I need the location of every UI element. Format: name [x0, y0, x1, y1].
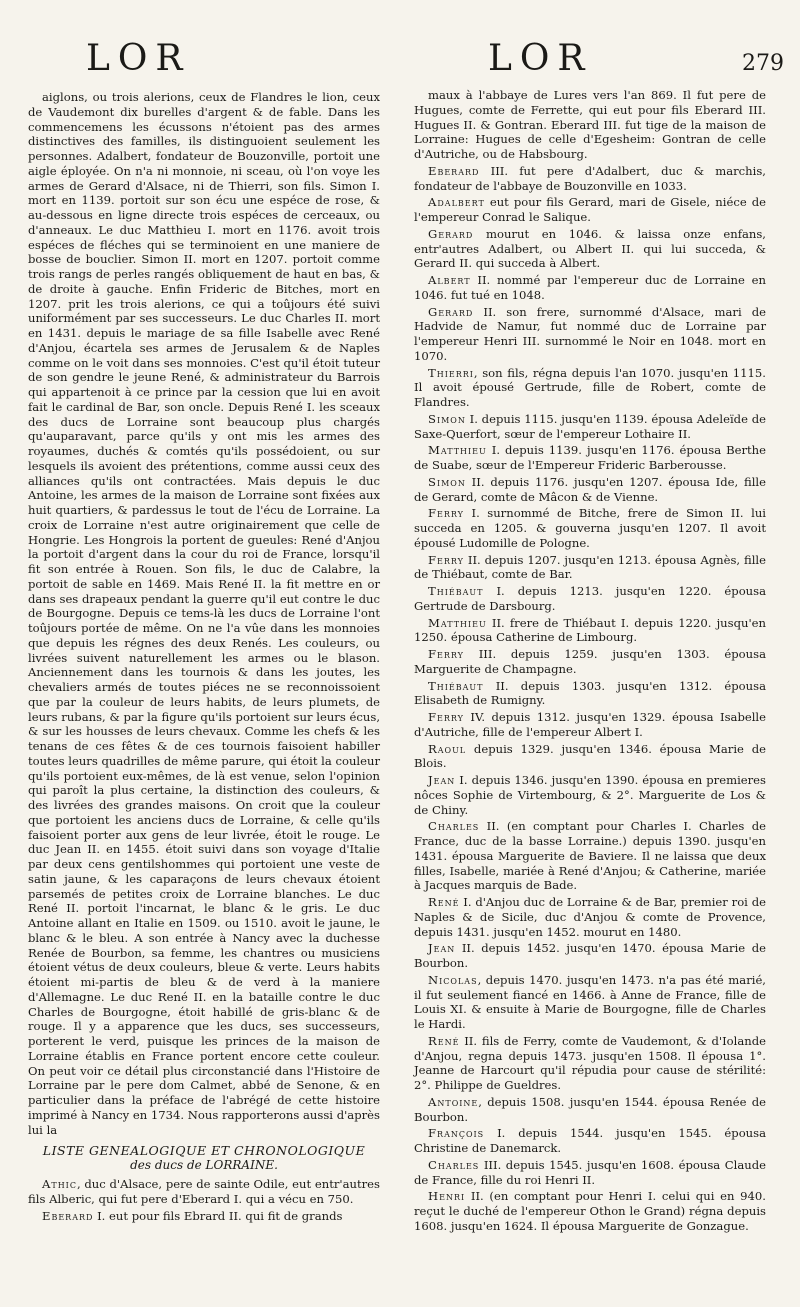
entry-name: Jean	[428, 941, 456, 956]
entry-name: René	[428, 1033, 460, 1048]
genealogy-entry	[414, 679, 766, 709]
entry-text: II. depuis 1303. jusqu'en 1312. épousa Elisabeth de Rumigny.	[414, 678, 766, 708]
genealogy-entry	[414, 366, 766, 410]
entry-text: I. eut pour fils Ebrard II. qui fit de grands	[93, 1208, 343, 1223]
genealogy-entry	[414, 773, 766, 817]
genealogy-entry	[414, 895, 766, 939]
entry-text: , depuis 1470. jusqu'en 1473. n'a pas été marié, il fut seulement fiancé en 1466. à Anne de France, fille de Louis XI. & ensuite à Marie de Bourgogne, fille de Charles le Hardi.	[414, 972, 766, 1031]
entry-name: Gerard	[428, 304, 474, 319]
entry-text: I. depuis 1346. jusqu'en 1390. épousa en premieres nôces Sophie de Virtembourg, & 2°. Marguerite de Los & de Chiny.	[414, 773, 766, 817]
entry-text: , duc d'Alsace, pere de sainte Odile, eut entr'autres fils Alberic, qui fut pere d'Eberard I. qui a vécu en 750.	[28, 1177, 380, 1206]
genealogy-entry	[414, 819, 766, 893]
entry-name: Henri	[428, 1189, 466, 1204]
entry-text: I. depuis 1544. jusqu'en 1545. épousa Christine de Danemarck.	[414, 1126, 766, 1155]
genealogy-entry	[414, 88, 766, 162]
entry-text: II. fils de Ferry, comte de Vaudemont, & d'Iolande d'Anjou, regna depuis 1473. jusqu'en 1508. Il épousa 1°. Jeanne de Harcourt qu'il répudia pour cause de stérilité: 2°. Philippe de Gueldres.	[414, 1033, 766, 1092]
entry-text: II. nommé par l'empereur duc de Lorraine en 1046. fut tué en 1048.	[414, 273, 766, 302]
genealogy-entry	[414, 227, 766, 271]
genealogy-entry	[414, 941, 766, 971]
entry-text: II. depuis 1452. jusqu'en 1470. épousa Marie de Bourbon.	[414, 941, 766, 970]
genealogy-entry	[414, 1126, 766, 1156]
page-number: 279	[742, 51, 784, 76]
entry-name: Thiébaut	[428, 584, 484, 598]
entry-text: , son fils, régna depuis l'an 1070. jusqu'en 1115. Il avoit épousé Gertrude, fille de Robert, comte de Flandres.	[414, 365, 766, 409]
entry-text: depuis 1329. jusqu'en 1346. épousa Marie de Blois.	[414, 741, 766, 771]
entry-name: Jean	[428, 773, 456, 787]
entry-name: Ferry	[428, 506, 464, 521]
entry-name: Eberard	[42, 1208, 94, 1223]
entry-text: mourut en 1046. & laissa onze enfans, entr'autres Adalbert, ou Albert II. qui lui succeda, & Gerard II. qui succeda à Albert.	[414, 226, 766, 271]
right-entry-list	[414, 88, 766, 1234]
entry-name: René	[428, 895, 460, 909]
entry-name: Antoine	[428, 1094, 479, 1109]
entry-name: Nicolas	[428, 972, 478, 987]
genealogy-entry	[414, 584, 766, 614]
genealogy-entry	[414, 647, 766, 677]
entry-text: I. depuis 1115. jusqu'en 1139. épousa Adeleïde de Saxe-Querfort, sœur de l'empereur Lothaire II.	[414, 411, 766, 441]
genealogy-entry	[414, 195, 766, 225]
entry-name: Simon	[428, 474, 466, 489]
genealogy-entry	[414, 475, 766, 505]
entry-name: Thierri	[428, 365, 474, 380]
entry-name: Matthieu	[428, 443, 487, 458]
genealogy-entry	[414, 412, 766, 442]
body-paragraph: aiglons, ou trois alerions, ceux de Flandres le lion, ceux de Vaudemont dix burelles d'argent & de fable. Dans les commencemens les écussons n'étoient pas des armes distinctives des familles, ils distinguoient seulement les personnes. Adalbert, fondateur de Bouzonville, portoit une aigle éployée. On n'a ni monnoie, ni sceau, où l'on voye les armes de Gerard d'Alsace, ni de Thierri, son fils. Simon I. mort en 1139. portoit sur son écu une espéce de rose, & au-dessous en ligne directe trois espéces de cerceaux, ou d'anneaux. Le duc Matthieu I. mort en 1176. avoit trois espéces de fléches qui se terminoient en une maniere de bosse de bouclier. Simon II. mort en 1207. portoit comme trois rangs de perles rangés obliquement de haut en bas, & de droite à gauche. Enfin Frideric de Bitches, mort en 1207. prit les trois alerions, ce qui a toûjours été suivi uniformément par ses successeurs. Le duc Charles II. mort en 1431. depuis le mariage de sa fille Isabelle avec René d'Anjou, écartela ses armes de Jerusalem & de Naples comme on le voit dans ses monnoies. C'est qu'il étoit tuteur de son gendre le jeune René, & administrateur du Barrois qui appartenoit à ce prince par la cession que lui en avoit fait le cardinal de Bar, son oncle. Depuis René I. les sceaux des ducs de Lorraine sont beaucoup plus chargés qu'auparavant, parce qu'ils y ont mis les armes des royaumes, duchés & comtés qu'ils possédoient, ou sur lesquels ils avoient des prétentions, comme aussi ceux des alliances qu'ils ont contractées. Mais depuis le duc Antoine, les armes de la maison de Lorraine sont fixées aux huit quartiers, & pardessus le tout de l'écu de Lorraine. La croix de Lorraine n'est autre originairement que celle de Hongrie. Les Hongrois la portent de gueules: René d'Anjou la portoit d'argent dans la cour du roi de France, lorsqu'il fit son entrée à Rouen. Son fils, le duc de Calabre, la portoit de sable en 1469. Mais René II. la fit mettre en or dans ses drapeaux pendant la guerre qu'il eut contre le duc de Bourgogne. Depuis ce tems-là les ducs de Lorraine l'ont toûjours portée de même. On ne l'a vûe dans les monnoies que depuis les régnes des deux Renés. Les couleurs, ou livrées suivent naturellement les armes ou le blason. Anciennement dans les tournois & dans les joutes, les chevaliers armés de toutes piéces ne se reconnoissoient que par la couleur de leurs habits, de leurs plumets, de leurs rubans, & par la figure qu'ils portoient sur leurs écus, & sur les housses de leurs chevaux. Comme les chefs & les tenans de ces fêtes & de ces tournois faisoient habiller toutes leurs quadrilles de même parure, qui étoit la couleur qu'ils portoient eux-mêmes, de là est venue, selon l'opinion qui paroît la plus certaine, la distinction des couleurs, & des livrées des grandes maisons. On croit que la couleur que portoient les anciens ducs de Lorraine, & celle qu'ils faisoient porter aux gens de leur livrée, étoit le rouge. Le duc Jean II. en 1455. étoit suivi dans son voyage d'Italie par deux cens gentilshommes qui portoient une veste de satin jaune, & les caparaçons de leurs chevaux étoient parsemés de petites croix de Lorraine blanches. Le duc René II. portoit l'incarnat, le blanc & le gris. Le duc Antoine allant en Italie en 1509. ou 1510. avoit le jaune, le blanc & le bleu. A son entrée à Nancy avec la duchesse Renée de Bourbon, sa femme, les chantres ou musiciens étoient vétus de deux couleurs, bleue & verte. Leurs habits étoient mi-partis de bleu & de verd à la maniere d'Allemagne. Le duc René II. en la bataille contre le duc Charles de Bourgogne, étoit habillé de gris-blanc & de rouge. Il y a apparence que les ducs, ses successeurs, porterent le verd, puisque les princes de la maison de Lorraine établis en France portent encore cette couleur. On peut voir ce détail plus circonstancié dans l'Histoire de Lorraine par le pere dom Calmet, abbé de Senone, & en particulier dans la préface de l'abrégé de cette histoire imprimé à Nancy en 1734. Nous rapporterons aussi d'après lui la	[28, 90, 380, 1137]
genealogy-entry	[414, 553, 766, 583]
running-head-right: LOR	[488, 38, 593, 79]
entry-name: Raoul	[428, 741, 467, 756]
entry-name: Ferry	[428, 710, 464, 724]
entry-name: Adalbert	[428, 195, 485, 210]
entry-text: III. fut pere d'Adalbert, duc & marchis, fondateur de l'abbaye de Bouzonville en 1033.	[414, 163, 766, 193]
entry-text: II. depuis 1176. jusqu'en 1207. épousa Ide, fille de Gerard, comte de Mâcon & de Vienne.	[414, 474, 766, 504]
entry-name: Ferry	[428, 647, 464, 661]
genealogy-entry	[414, 1095, 766, 1125]
entry-text: I. surnommé de Bitche, frere de Simon II. lui succeda en 1205. & gouverna jusqu'en 1207. Il avoit épousé Ludomille de Pologne.	[414, 506, 766, 550]
genealogy-entry	[414, 973, 766, 1032]
genealogy-entry	[28, 1209, 380, 1224]
entry-name: Athic	[42, 1177, 77, 1191]
genealogy-entry	[414, 616, 766, 646]
entry-name: Ferry	[428, 552, 464, 567]
genealogy-entry	[414, 1189, 766, 1233]
left-entry-list	[28, 1177, 380, 1223]
entry-name: Albert	[428, 273, 471, 287]
entry-text: eut pour fils Gerard, mari de Gisele, niéce de l'empereur Conrad le Salique.	[414, 195, 766, 224]
genealogy-entry	[414, 1158, 766, 1188]
entry-text: I. d'Anjou duc de Lorraine & de Bar, premier roi de Naples & de Sicile, duc d'Anjou & comte de Provence, depuis 1431. jusqu'en 1452. mourut en 1480.	[414, 895, 766, 939]
list-title: LISTE GENEALOGIQUE ET CHRONOLOGIQUE	[42, 1143, 366, 1159]
entry-text: II. depuis 1207. jusqu'en 1213. épousa Agnès, fille de Thiébaut, comte de Bar.	[414, 552, 766, 582]
genealogy-entry	[414, 273, 766, 303]
entry-text: maux à l'abbaye de Lures vers l'an 869. Il fut pere de Hugues, comte de Ferrette, qui eut pour fils Eberard III. Hugues II. & Gontran. Eberard III. fut tige de la maison de Lorraine: Hugues de celle d'Egesheim: Gontran de celle d'Autriche, ou de Habsbourg.	[414, 88, 766, 161]
genealogy-entry	[414, 1034, 766, 1093]
entry-text: I. depuis 1213. jusqu'en 1220. épousa Gertrude de Darsbourg.	[414, 584, 766, 613]
entry-name: Thiébaut	[428, 678, 484, 693]
genealogy-entry	[28, 1177, 380, 1207]
entry-name: Charles	[428, 819, 480, 834]
genealogy-entry	[414, 164, 766, 194]
entry-text: III. depuis 1259. jusqu'en 1303. épousa Marguerite de Champagne.	[414, 647, 766, 676]
entry-name: François	[428, 1126, 485, 1141]
entry-name: Matthieu	[428, 615, 487, 630]
entry-name: Charles	[428, 1157, 480, 1172]
entry-text: IV. depuis 1312. jusqu'en 1329. épousa Isabelle d'Autriche, fille de l'empereur Albert I.	[414, 710, 766, 739]
entry-name: Gerard	[428, 226, 474, 241]
genealogy-entry	[414, 710, 766, 740]
entry-text: II. (en comptant pour Henri I. celui qui en 940. reçut le duché de l'empereur Othon le Grand) régna depuis 1608. jusqu'en 1624. Il épousa Marguerite de Gonzague.	[414, 1189, 766, 1233]
genealogy-entry	[414, 305, 766, 364]
entry-text: , depuis 1508. jusqu'en 1544. épousa Renée de Bourbon.	[414, 1094, 766, 1124]
entry-text: II. frere de Thiébaut I. depuis 1220. jusqu'en 1250. épousa Catherine de Limbourg.	[414, 615, 766, 645]
entry-text: III. depuis 1545. jusqu'en 1608. épousa Claude de France, fille du roi Henri II.	[414, 1157, 766, 1187]
list-subtitle: des ducs de LORRAINE.	[130, 1158, 278, 1173]
entry-name: Simon	[428, 411, 466, 426]
genealogy-entry	[414, 506, 766, 550]
right-column	[414, 88, 766, 1236]
running-head-left: LOR	[86, 38, 191, 79]
left-column	[28, 90, 380, 1225]
genealogy-entry	[414, 742, 766, 772]
entry-text: I. depuis 1139. jusqu'en 1176. épousa Berthe de Suabe, sœur de l'Empereur Frideric Barberousse.	[414, 443, 766, 472]
entry-text: II. son frere, surnommé d'Alsace, mari de Hadvide de Namur, fut nommé duc de Lorraine par l'empereur Henri III. surnommé le Noir en 1048. mort en 1070.	[414, 304, 766, 363]
genealogy-entry	[414, 443, 766, 473]
entry-name: Eberard	[428, 163, 480, 178]
entry-text: II. (en comptant pour Charles I. Charles de France, duc de la basse Lorraine.) depuis 1390. jusqu'en 1431. épousa Marguerite de Baviere. Il ne laissa que deux filles, Isabelle, mariée à René d'Anjou; & Catherine, mariée à Jacques marquis de Bade.	[414, 819, 766, 893]
